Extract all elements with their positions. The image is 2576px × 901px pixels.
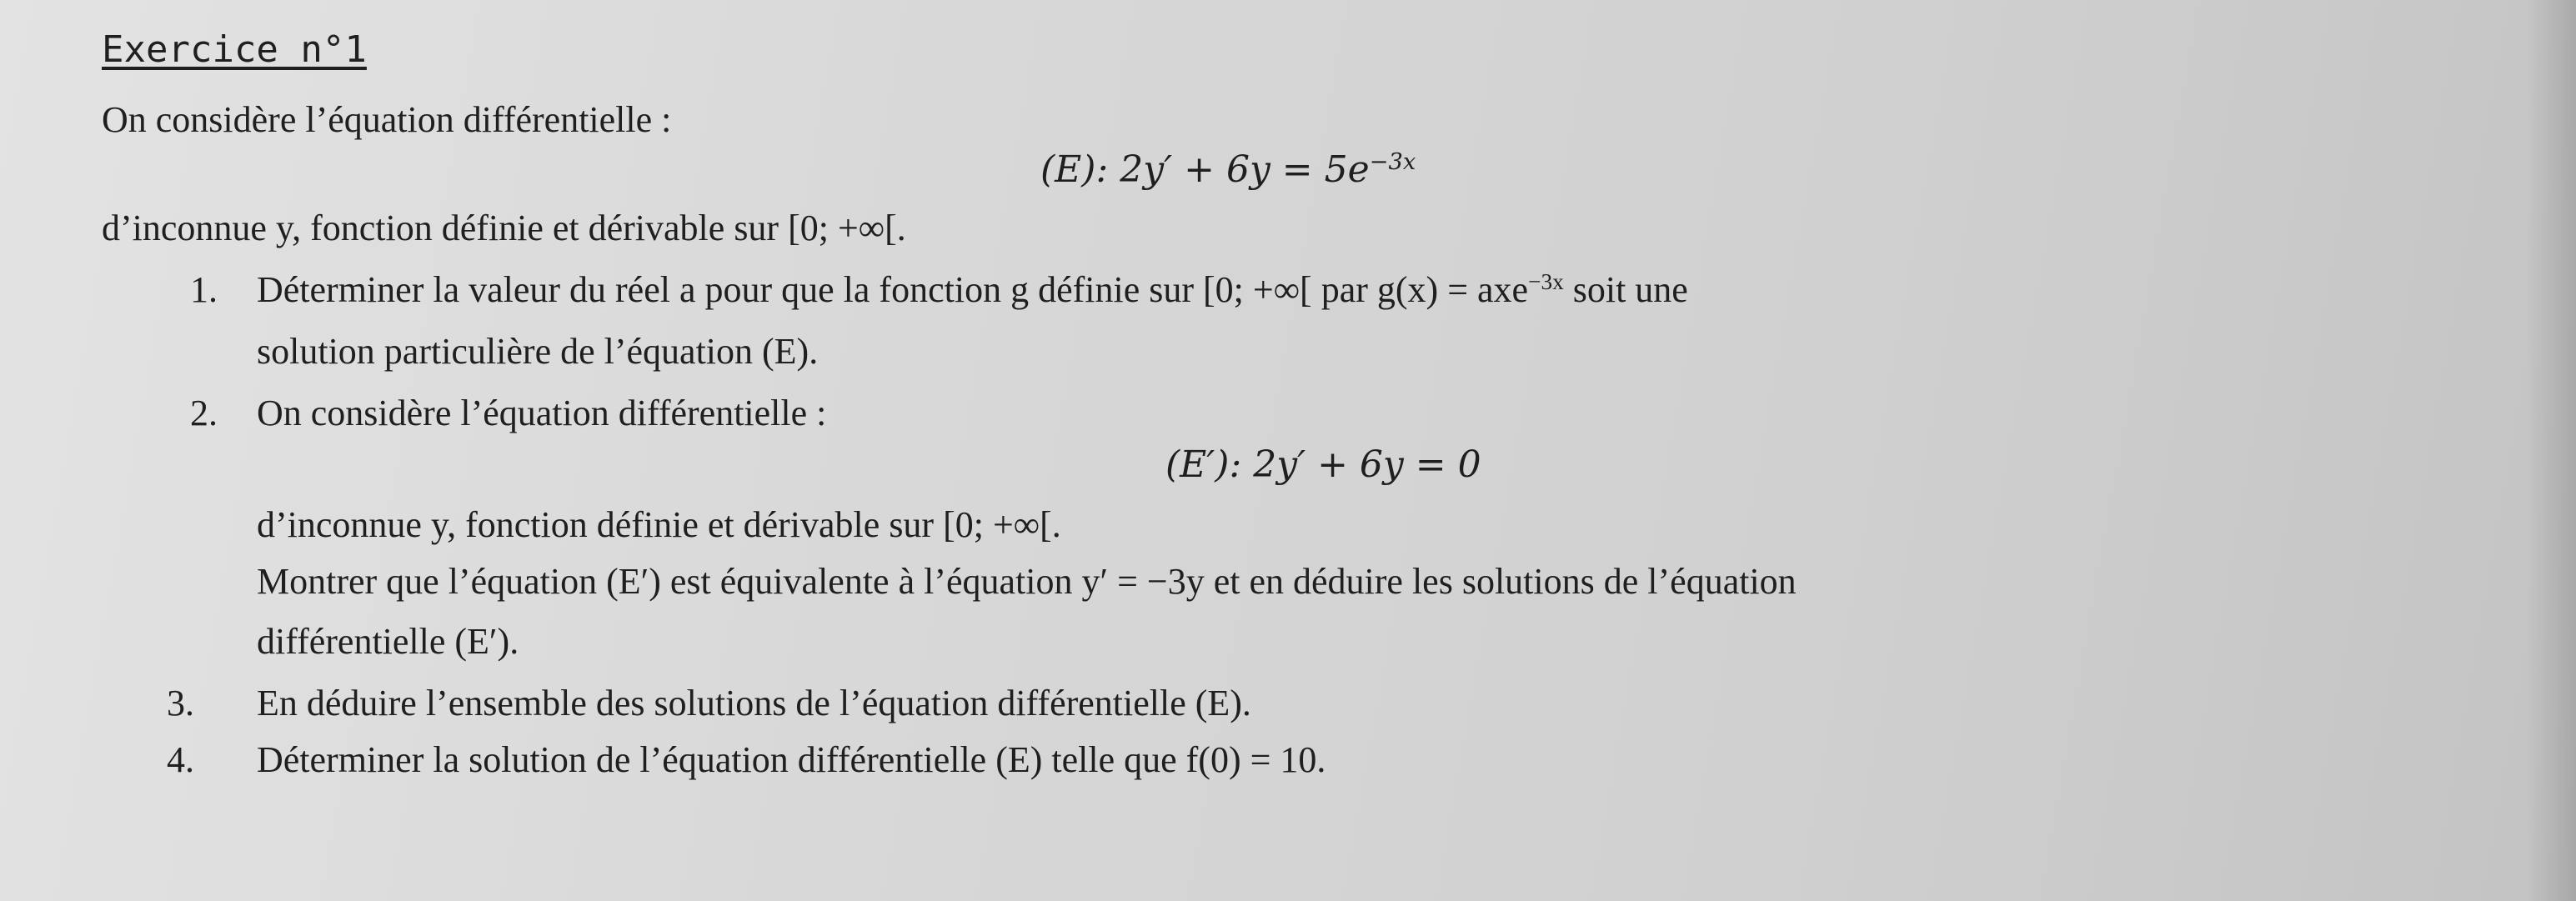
question-2-show-line1: Montrer que l’équation (E′) est équivalente à l’équation y′ = −3y et en déduire les solutions de l’équation: [257, 561, 1797, 602]
question-1-number: 1.: [190, 269, 218, 310]
equation-e: [1040, 148, 1416, 191]
page-edge-shadow: [2526, 0, 2576, 901]
intro-text: On considère l’équation différentielle :: [102, 99, 672, 140]
equation-e-exponent: −3x: [1369, 149, 1416, 175]
question-1-tail: soit une: [1563, 269, 1688, 310]
question-1-exponent: −3x: [1528, 269, 1564, 294]
exercise-title: Exercice n°1: [102, 28, 367, 71]
unknown-line: d’inconnue y, fonction définie et dérivable sur [0; +∞[.: [102, 208, 906, 248]
question-2-text: On considère l’équation différentielle :: [257, 393, 827, 433]
question-1-line1: [257, 269, 1688, 310]
question-4-text: Déterminer la solution de l’équation différentielle (E) telle que f(0) = 10.: [257, 739, 1326, 780]
question-3-text: En déduire l’ensemble des solutions de l’équation différentielle (E).: [257, 683, 1251, 723]
question-2-number: 2.: [190, 393, 218, 433]
question-1-text: Déterminer la valeur du réel a pour que la fonction g définie sur [0; +∞[ par g(x) = axe: [257, 269, 1529, 310]
question-1-line2: solution particulière de l’équation (E).: [257, 331, 819, 372]
question-2-unknown-line: d’inconnue y, fonction définie et dérivable sur [0; +∞[.: [257, 504, 1061, 545]
question-3-number: 3.: [167, 683, 194, 723]
equation-e-lhs: 2y′ + 6y = 5e: [1120, 148, 1370, 191]
question-4-number: 4.: [167, 739, 194, 780]
equation-e-label: (E):: [1040, 148, 1109, 191]
question-2-show-line2: différentielle (E′).: [257, 621, 519, 662]
equation-e-prime: (E′): 2y′ + 6y = 0: [1165, 443, 1481, 486]
